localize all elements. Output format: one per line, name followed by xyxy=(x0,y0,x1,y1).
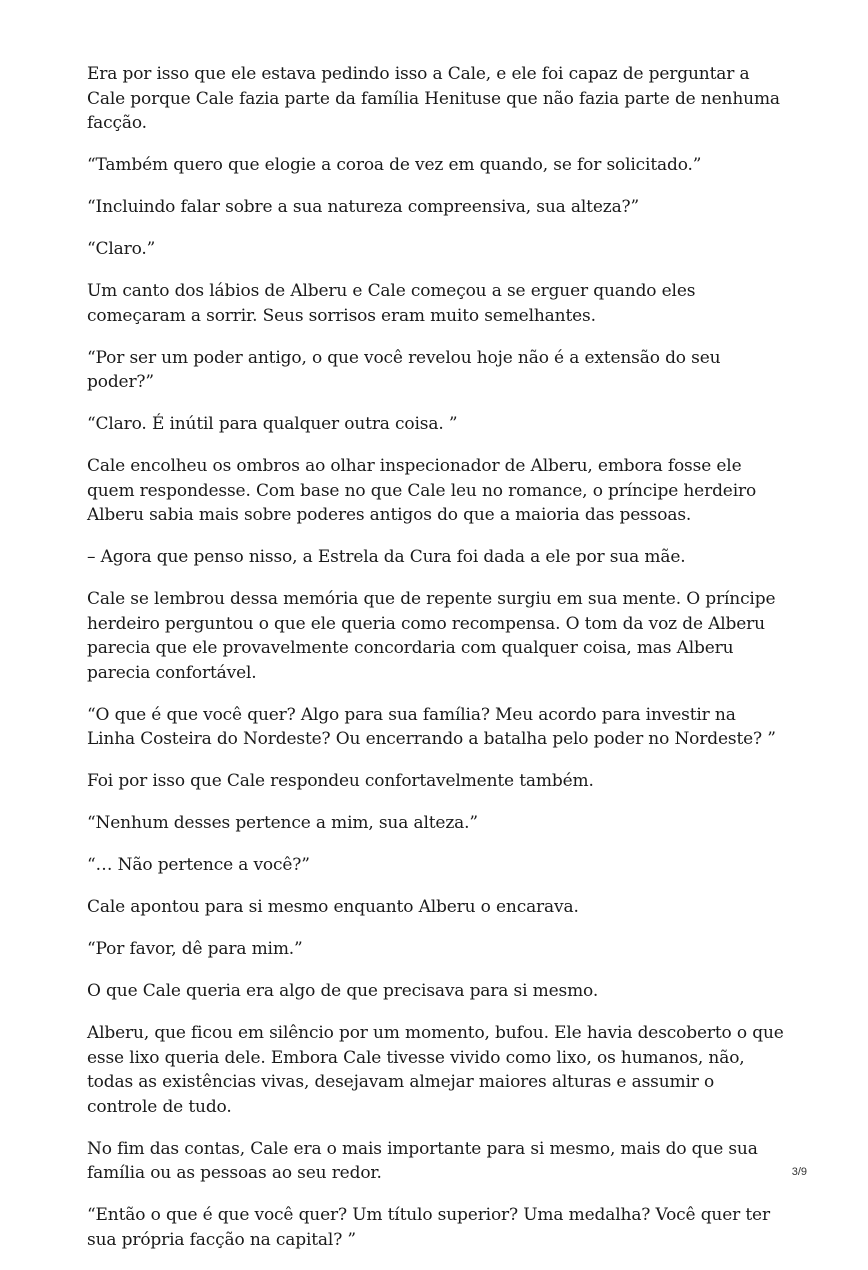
page-number: 3/9 xyxy=(791,1166,807,1178)
paragraph: “Também quero que elogie a coroa de vez em quando, se for solicitado.” xyxy=(87,155,702,175)
paragraph: “Incluindo falar sobre a sua natureza compreensiva, sua alteza?” xyxy=(87,197,640,217)
paragraph: – Agora que penso nisso, a Estrela da Cura foi dada a ele por sua mãe. xyxy=(87,547,686,567)
paragraph: “Nenhum desses pertence a mim, sua alteza.” xyxy=(87,813,478,833)
paragraph: No fim das contas, Cale era o mais importante para si mesmo, mais do que sua família ou as pessoas ao seu redor. xyxy=(87,1138,758,1183)
paragraph: “Por favor, dê para mim.” xyxy=(87,939,303,959)
paragraph: Era por isso que ele estava pedindo isso a Cale, e ele foi capaz de perguntar a Cale porque Cale fazia parte da família Henituse que não fazia parte de nenhuma facção. xyxy=(87,64,780,133)
paragraph: Cale se lembrou dessa memória que de repente surgiu em sua mente. O príncipe herdeiro perguntou o que ele queria como recompensa. O tom da voz de Alberu parecia que ele provavelmente concordaria com qualquer coisa, mas Alberu parecia confortável. xyxy=(87,589,776,683)
paragraph: Cale apontou para si mesmo enquanto Alberu o encarava. xyxy=(87,897,579,917)
paragraph: “Então o que é que você quer? Um título superior? Uma medalha? Você quer ter sua própria facção na capital? ” xyxy=(87,1205,770,1250)
paragraph: “Por ser um poder antigo, o que você revelou hoje não é a extensão do seu poder?” xyxy=(87,347,721,392)
paragraph: Foi por isso que Cale respondeu confortavelmente também. xyxy=(87,771,594,791)
paragraph: “Claro.” xyxy=(87,239,156,259)
document-body xyxy=(87,62,787,1270)
paragraph: “O que é que você quer? Algo para sua família? Meu acordo para investir na Linha Costeira do Nordeste? Ou encerrando a batalha pelo poder no Nordeste? ” xyxy=(87,704,776,749)
paragraph: Alberu, que ficou em silêncio por um momento, bufou. Ele havia descoberto o que esse lixo queria dele. Embora Cale tivesse vivido como lixo, os humanos, não, todas as existências vivas, desejavam almejar maiores alturas e assumir o controle de tudo. xyxy=(87,1023,784,1117)
paragraph: O que Cale queria era algo de que precisava para si mesmo. xyxy=(87,981,599,1001)
paragraph: “Claro. É inútil para qualquer outra coisa. ” xyxy=(87,414,458,434)
paragraph: Um canto dos lábios de Alberu e Cale começou a se erguer quando eles começaram a sorrir. Seus sorrisos eram muito semelhantes. xyxy=(87,281,696,326)
paragraph: “… Não pertence a você?” xyxy=(87,855,310,875)
paragraph: Cale encolheu os ombros ao olhar inspecionador de Alberu, embora fosse ele quem respondesse. Com base no que Cale leu no romance, o príncipe herdeiro Alberu sabia mais sobre poderes antigos do que a maioria das pessoas. xyxy=(87,456,757,525)
